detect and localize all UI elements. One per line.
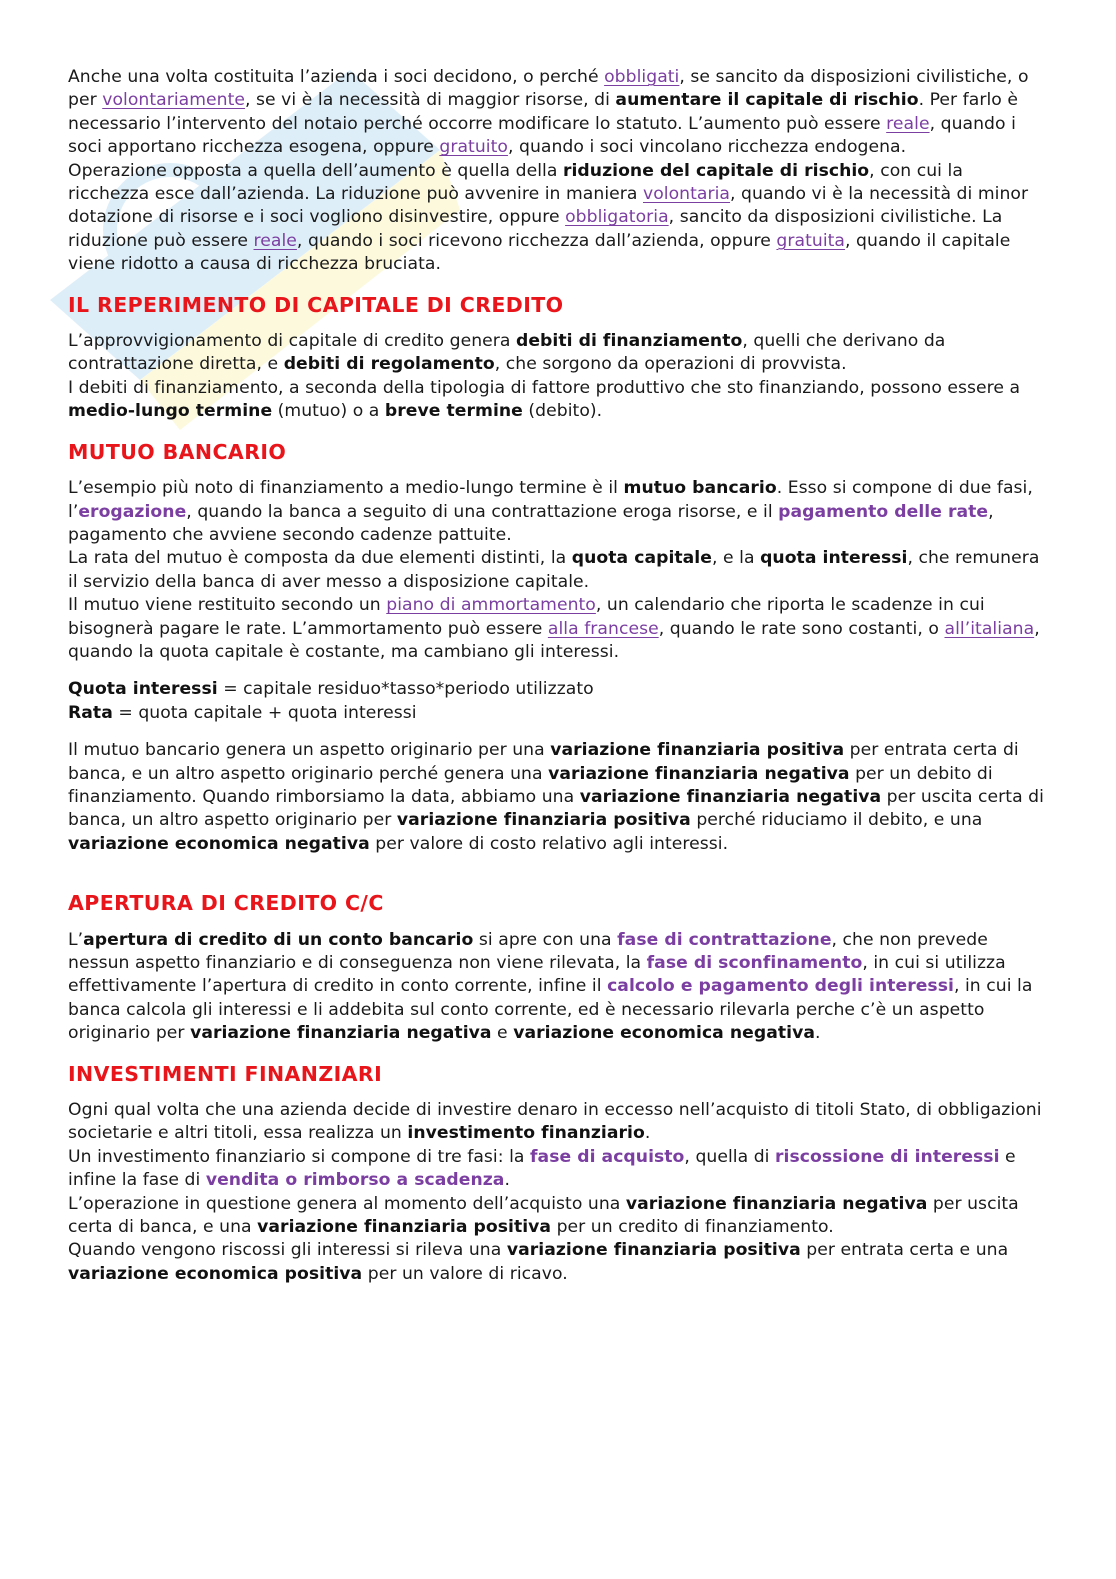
text-run: , un calendario che riporta le scadenze in cui bisognerà pagare le rate. L’ammortamento può essere [68,595,985,639]
text-run: per uscita certa di banca, e una [68,1193,1019,1238]
highlighted-phase: pagamento delle rate [778,501,989,522]
underlined-term: reale [253,230,297,251]
text-run: , quando la banca a seguito di una contrattazione eroga risorse, e il [186,501,779,522]
text-run: , che sorgono da operazioni di provvista. [494,354,847,375]
bold-term: apertura di credito di un conto bancario [83,929,474,950]
text-run: . Esso si compone di due fasi, l’ [68,478,1033,522]
text-run: . Per farlo è necessario l’intervento del notaio perché occorre modificare lo statuto. L’aumento può essere [68,90,1019,134]
text-run: si apre con una [473,929,618,950]
underlined-term: obbligati [604,67,680,87]
text-run: L’approvvigionamento di capitale di credito genera [68,331,516,352]
text-run: , quella di [684,1146,776,1167]
underlined-term: volontariamente [102,90,246,111]
text-run: Anche una volta costituita l’azienda i soci decidono, o perché [68,67,605,87]
text-run: per entrata certa di banca, e un altro aspetto originario perché genera una [68,740,1019,784]
highlighted-phase: fase di sconfinamento [646,953,863,973]
section-heading-credito: IL REPERIMENTO DI CAPITALE DI CREDITO [68,292,564,317]
text-run: Operazione opposta a quella dell’aumento è quella della [68,160,563,181]
bold-term: variazione finanziaria positiva [506,1240,801,1261]
text-run: , sancito da disposizioni civilistiche. La riduzione può essere [68,207,1003,251]
paragraph [68,547,1046,594]
bold-term: variazione finanziaria positiva [396,810,691,831]
text-run: Il mutuo bancario genera un aspetto originario per una [68,740,551,761]
text-run: perché riduciamo il debito, e una [690,810,983,831]
text-run: per un credito di finanziamento. [551,1217,834,1238]
text-run: , che non prevede nessun aspetto finanziario e di conseguenza non viene rilevata, la [68,929,988,973]
bold-term: Quota interessi [68,679,218,700]
text-run: Un investimento finanziario si compone di tre fasi: la [68,1146,531,1167]
text-run: , e la [711,548,761,569]
text-run: , con cui la ricchezza esce dall’azienda. La riduzione può avvenire in maniera [68,160,963,205]
text-run: per uscita certa di banca, un altro aspetto originario per [68,786,1044,831]
paragraph [68,929,1046,1046]
text-run: per un valore di ricavo. [362,1263,568,1284]
text-run: Il mutuo viene restituito secondo un [68,595,387,616]
text-run: , quando la quota capitale è costante, ma cambiano gli interessi. [68,618,1040,662]
bold-term: debiti di regolamento [283,354,495,375]
bold-term: variazione finanziaria positiva [257,1217,552,1238]
underlined-term: volontaria [643,184,731,205]
text-run: , quando i soci vincolano ricchezza endogena. [507,137,907,158]
bold-term: aumentare il capitale di rischio [615,90,919,111]
formula-quota-interessi [68,678,1046,701]
highlighted-phase: calcolo e pagamento degli interessi [607,976,954,997]
underlined-term: alla francese [547,618,659,639]
text-run: (mutuo) o a [272,401,385,422]
bold-term: quota interessi [760,548,908,569]
underlined-term: piano di ammortamento [386,595,596,616]
text-run: . [504,1170,510,1191]
highlighted-phase: fase di contrattazione [617,929,832,950]
text-run: (debito). [522,401,603,422]
section-heading-mutuo: MUTUO BANCARIO [68,439,287,464]
bold-term: variazione economica negativa [513,1023,815,1044]
bold-term: variazione finanziaria negativa [579,786,882,807]
text-run: = capitale residuo*tasso*periodo utilizzato [217,679,594,700]
bold-term: variazione finanziaria negativa [190,1023,492,1044]
bold-term: debiti di finanziamento [516,331,743,352]
section-heading-investimenti: INVESTIMENTI FINANZIARI [68,1061,383,1086]
underlined-term: gratuita [776,230,846,251]
text-run: La rata del mutuo è composta da due elementi distinti, la [68,548,572,569]
bold-term: medio-lungo termine [68,401,273,422]
section-heading-apertura: APERTURA DI CREDITO C/C [68,891,384,916]
bold-term: investimento finanziario [407,1123,645,1144]
text-run: L’ [68,929,84,950]
text-run: e [491,1023,514,1044]
paragraph [68,1099,1046,1146]
text-run: , quando vi è la necessità di minor dotazione di risorse e i soci vogliono disinvestire, oppure [68,184,1029,228]
paragraph [68,66,1046,160]
paragraph [68,330,1046,377]
paragraph [68,477,1046,547]
text-run: per entrata certa e una [800,1240,1009,1261]
document-page [68,66,1046,1286]
bold-term: quota capitale [571,548,712,569]
text-run: , quando i soci apportano ricchezza esogena, oppure [68,113,1016,158]
text-run: per valore di costo relativo agli interessi. [369,833,729,854]
text-run: L’esempio più noto di finanziamento a medio-lungo termine è il [68,478,624,499]
text-run: per un debito di finanziamento. Quando rimborsiamo la data, abbiamo una [68,763,993,807]
text-run: , se vi è la necessità di maggior risorse, di [245,90,616,111]
text-run: I debiti di finanziamento, a seconda della tipologia di fattore produttivo che sto finanziando, possono essere a [68,377,1021,398]
text-run: , se sancito da disposizioni civilistiche, o per [68,67,1029,111]
text-run: , quando i soci ricevono ricchezza dall’azienda, oppure [296,230,777,251]
highlighted-phase: erogazione [78,501,187,522]
paragraph [68,594,1046,664]
underlined-term: reale [886,113,930,134]
bold-term: mutuo bancario [623,478,777,499]
highlighted-phase: fase di acquisto [530,1146,685,1167]
paragraph [68,377,1046,424]
text-run: . [644,1123,651,1144]
bold-term: variazione finanziaria positiva [550,740,845,761]
text-run: , che remunera il servizio della banca di aver messo a disposizione capitale. [68,548,1040,592]
text-run: , in cui la banca calcola gli interessi e li addebita sul conto corrente, ed è necessario rilevarla perche c’è un aspetto originario per [68,976,1033,1044]
text-run: , pagamento che avviene secondo cadenze pattuite. [68,501,994,545]
bold-term: riduzione del capitale di rischio [562,160,870,181]
underlined-term: gratuito [439,137,508,158]
paragraph [68,160,1046,277]
formula-rata [68,702,1046,725]
text-run: , quando il capitale viene ridotto a causa di ricchezza bruciata. [68,230,1011,275]
paragraph [68,739,1046,856]
bold-term: variazione finanziaria negativa [548,763,850,784]
bold-term: variazione economica negativa [68,833,370,854]
bold-term: Rata [68,702,113,723]
text-run: = quota capitale + quota interessi [112,702,417,723]
text-run: Quando vengono riscossi gli interessi si rileva una [68,1240,507,1261]
paragraph [68,1146,1046,1193]
bold-term: variazione economica positiva [68,1263,363,1284]
bold-term: variazione finanziaria negativa [625,1193,928,1214]
paragraph [68,1239,1046,1286]
underlined-term: all’italiana [944,618,1035,639]
text-run: , quando le rate sono costanti, o [658,618,945,639]
highlighted-phase: vendita o rimborso a scadenza [205,1170,505,1191]
text-run: . [814,1023,821,1044]
underlined-term: obbligatoria [565,207,669,228]
text-run: Ogni qual volta che una azienda decide di investire denaro in eccesso nell’acquisto di titoli Stato, di obbligazioni societarie e altri titoli, essa realizza un [68,1100,1042,1144]
text-run: , quelli che derivano da contrattazione diretta, e [68,331,946,375]
paragraph [68,1193,1046,1240]
highlighted-phase: riscossione di interessi [775,1146,1000,1167]
text-run: e infine la fase di [68,1146,1016,1191]
text-run: L’operazione in questione genera al momento dell’acquisto una [68,1193,626,1214]
text-run: , in cui si utilizza effettivamente l’apertura di credito in conto corrente, infine il [68,953,1006,997]
bold-term: breve termine [384,401,523,422]
